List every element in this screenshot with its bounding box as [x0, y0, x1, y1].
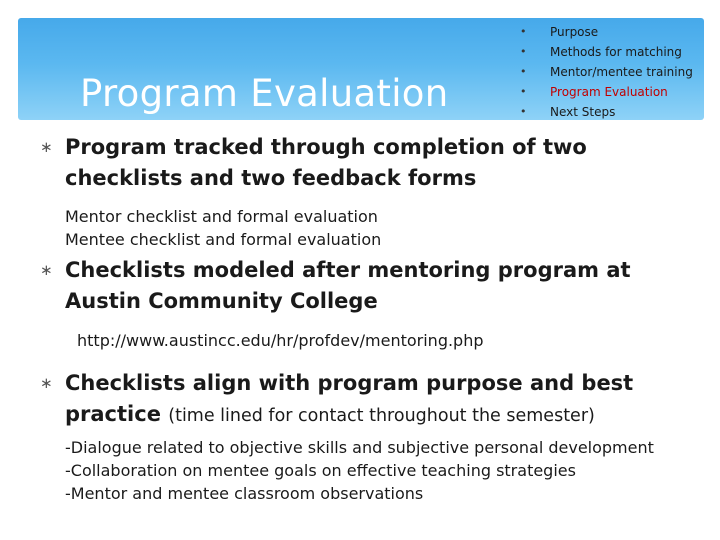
agenda-item: • Next Steps — [520, 102, 693, 122]
reference-url: http://www.austincc.edu/hr/profdev/mentoring.php — [77, 331, 484, 350]
timeline-note: (time lined for contact throughout the semester) — [168, 406, 595, 426]
bullet-dot-icon: • — [520, 65, 527, 78]
bullet-tracking: ∗ Program tracked through completion of two checklists and two feedback forms — [40, 132, 710, 194]
asterisk-bullet-icon: ∗ — [40, 261, 53, 279]
slide-body — [40, 132, 710, 505]
sub-point: Mentor checklist and formal evaluation — [65, 207, 378, 226]
bullet-modeled: ∗ Checklists modeled after mentoring program at Austin Community College — [40, 255, 710, 317]
asterisk-bullet-icon: ∗ — [40, 374, 53, 392]
agenda-list — [520, 22, 693, 122]
agenda-item: • Methods for matching — [520, 42, 693, 62]
bullet-dot-icon: • — [520, 25, 527, 38]
bullet-dot-icon: • — [520, 45, 527, 58]
sub-point: -Mentor and mentee classroom observations — [65, 484, 424, 503]
sub-point: -Dialogue related to objective skills and subjective personal development — [65, 438, 654, 457]
agenda-item: • Purpose — [520, 22, 693, 42]
bullet-dot-icon: • — [520, 85, 527, 98]
sub-point: Mentee checklist and formal evaluation — [65, 230, 382, 249]
agenda-item: • Mentor/mentee training — [520, 62, 693, 82]
agenda-item-current: • Program Evaluation — [520, 82, 693, 102]
slide-title: Program Evaluation — [80, 72, 449, 115]
bullet-dot-icon: • — [520, 105, 527, 118]
asterisk-bullet-icon: ∗ — [40, 138, 53, 156]
sub-point: -Collaboration on mentee goals on effective teaching strategies — [65, 461, 576, 480]
bullet-align: ∗ Checklists align with program purpose and best practice (time lined for contact throughout the semester) — [40, 368, 710, 432]
